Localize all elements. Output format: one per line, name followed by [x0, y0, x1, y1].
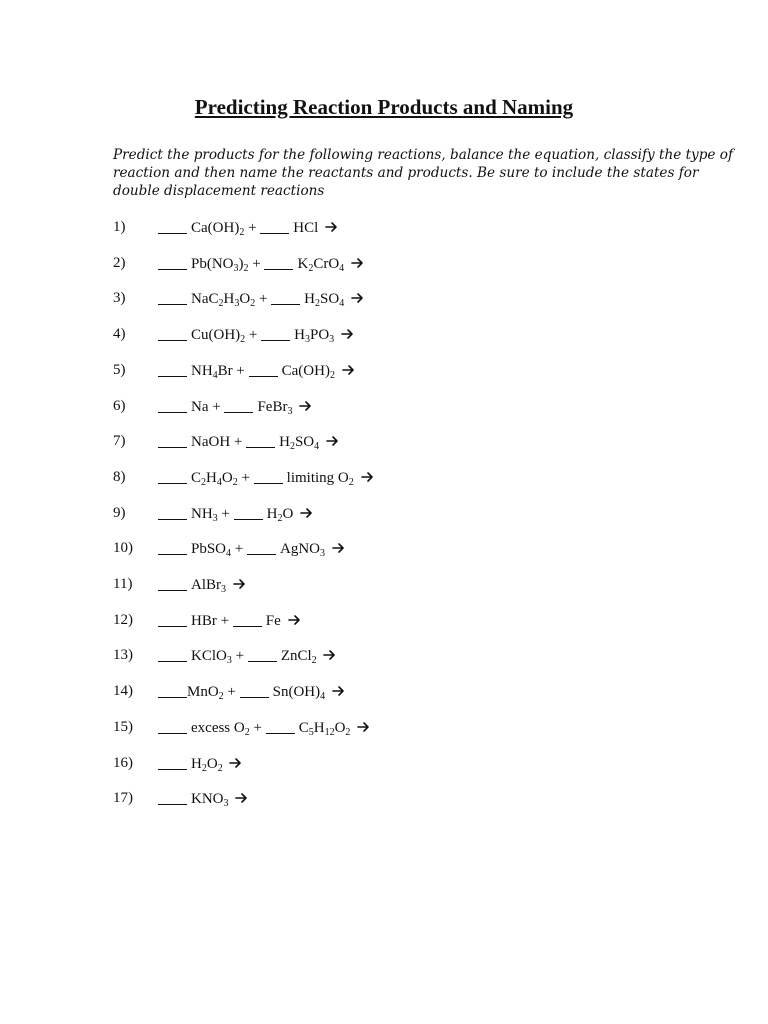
coefficient-blank[interactable]	[234, 505, 263, 520]
coefficient-blank[interactable]	[254, 469, 283, 484]
reaction-equation	[158, 574, 247, 595]
right-arrow-icon	[331, 684, 346, 698]
formula-text: H	[266, 505, 278, 522]
formula-text: ZnCl	[280, 648, 312, 665]
right-arrow-icon	[298, 399, 313, 413]
formula-text: SO	[320, 291, 340, 308]
coefficient-blank[interactable]	[158, 362, 187, 377]
reaction-equation	[158, 645, 337, 666]
coefficient-blank[interactable]	[240, 683, 269, 698]
right-arrow-icon	[340, 327, 355, 341]
subscript: 2	[311, 655, 317, 667]
subscript: 3	[223, 798, 229, 810]
subscript: 2	[232, 476, 238, 488]
formula-text: +	[255, 291, 272, 308]
coefficient-blank[interactable]	[264, 255, 293, 270]
subscript: 2	[289, 441, 295, 453]
coefficient-blank[interactable]	[158, 576, 187, 591]
coefficient-blank[interactable]	[158, 755, 187, 770]
item-number: 6)	[113, 397, 126, 414]
formula-text: MnO	[187, 684, 219, 701]
coefficient-blank[interactable]	[247, 540, 276, 555]
coefficient-blank[interactable]	[158, 647, 187, 662]
formula-text: H	[206, 469, 217, 486]
formula-text: H	[279, 434, 290, 451]
right-arrow-icon	[356, 720, 371, 734]
subscript: 2	[239, 227, 245, 238]
subscript: 2	[217, 762, 223, 774]
coefficient-blank[interactable]	[158, 326, 187, 341]
formula-text: PO	[309, 327, 330, 344]
coefficient-blank[interactable]	[158, 469, 187, 484]
reaction-equation	[158, 360, 356, 381]
subscript: 2	[244, 726, 250, 738]
item-number: 9)	[113, 504, 126, 521]
reaction-equation	[158, 681, 346, 702]
coefficient-blank[interactable]	[261, 326, 290, 341]
formula-text: KNO	[191, 791, 224, 808]
instructions	[113, 146, 734, 200]
subscript: 2	[243, 262, 249, 274]
item-number: 10)	[113, 540, 133, 557]
reaction-equation	[158, 431, 340, 452]
formula-text: NH	[191, 362, 213, 379]
page-title: Predicting Reaction Products and Naming	[194, 95, 574, 119]
formula-text: CrO	[313, 255, 340, 272]
formula-text: Pb(NO	[191, 255, 234, 272]
formula-text: excess O	[191, 719, 245, 736]
instructions-line: double displacement reactions	[113, 183, 325, 199]
subscript: 2	[315, 298, 320, 310]
formula-text: Ca(OH)	[281, 362, 330, 379]
coefficient-blank[interactable]	[224, 398, 253, 413]
subscript: 3	[287, 405, 293, 417]
formula-text: limiting O	[286, 469, 349, 486]
formula-text: FeBr	[257, 398, 288, 415]
subscript: 2	[277, 512, 283, 524]
item-number: 11)	[113, 576, 133, 592]
coefficient-blank[interactable]	[233, 612, 262, 627]
right-arrow-icon	[350, 291, 365, 305]
formula-text: O	[334, 719, 346, 736]
subscript: 2	[218, 298, 224, 310]
subscript: 3	[233, 262, 239, 274]
reaction-equation	[158, 288, 365, 309]
coefficient-blank[interactable]	[158, 683, 187, 698]
item-number: 8)	[113, 468, 126, 485]
reaction-equation	[158, 467, 375, 488]
coefficient-blank[interactable]	[260, 219, 289, 234]
formula-text: +	[248, 255, 265, 272]
formula-text: O	[206, 755, 218, 772]
subscript: 2	[201, 476, 207, 488]
formula-text: +	[217, 505, 234, 522]
formula-text: NaOH +	[191, 434, 247, 451]
coefficient-blank[interactable]	[158, 290, 187, 305]
reaction-equation	[158, 788, 249, 809]
item-number: 15)	[113, 718, 133, 735]
subscript: 4	[314, 441, 320, 453]
formula-text: O	[282, 505, 294, 522]
formula-text: PbSO	[191, 541, 227, 558]
subscript: 4	[339, 262, 345, 274]
subscript: 2	[240, 334, 246, 346]
formula-text: SO	[294, 434, 315, 451]
subscript: 3	[226, 655, 232, 667]
subscript: 5	[308, 726, 314, 738]
subscript: 2	[329, 369, 335, 381]
subscript: 3	[234, 298, 240, 310]
subscript: 4	[320, 691, 326, 703]
reaction-equation	[158, 610, 302, 631]
subscript: 2	[218, 691, 224, 703]
reaction-equation	[158, 396, 313, 417]
formula-text: NaC	[191, 291, 219, 308]
coefficient-blank[interactable]	[158, 612, 187, 627]
subscript: 12	[324, 726, 335, 738]
formula-text: +	[231, 541, 247, 558]
item-number: 7)	[113, 433, 126, 450]
subscript: 3	[320, 548, 325, 560]
formula-text: H	[223, 291, 235, 308]
reaction-equation	[158, 217, 339, 238]
formula-text: AgNO	[280, 541, 320, 558]
formula-text: H	[191, 755, 202, 772]
formula-text: +	[244, 220, 261, 236]
formula-text: C	[191, 469, 202, 486]
formula-text: +	[245, 327, 262, 344]
formula-text: HBr +	[191, 612, 233, 629]
right-arrow-icon	[350, 256, 365, 270]
formula-text: K	[297, 255, 309, 272]
subscript: 3	[329, 334, 335, 346]
formula-text: Ca(OH)	[191, 220, 240, 236]
reaction-equation	[158, 503, 314, 524]
item-number: 1)	[113, 219, 126, 235]
right-arrow-icon	[325, 434, 340, 448]
coefficient-blank[interactable]	[271, 290, 300, 305]
subscript: 2	[348, 476, 354, 488]
right-arrow-icon	[232, 577, 247, 591]
formula-text: +	[231, 648, 248, 665]
formula-text: Fe	[265, 612, 281, 629]
item-number: 16)	[113, 754, 133, 771]
formula-text: Br +	[217, 362, 249, 379]
formula-text: H	[304, 291, 315, 308]
item-number: 3)	[113, 290, 126, 307]
coefficient-blank[interactable]	[158, 255, 187, 270]
reaction-equation	[158, 324, 355, 345]
formula-text: Cu(OH)	[191, 327, 241, 344]
formula-text: )	[238, 255, 244, 272]
reaction-equation	[158, 717, 371, 738]
coefficient-blank[interactable]	[158, 433, 187, 448]
formula-text: C	[298, 719, 309, 736]
formula-text: KClO	[191, 648, 227, 665]
right-arrow-icon	[234, 791, 249, 805]
item-number: 17)	[113, 790, 133, 807]
right-arrow-icon	[287, 613, 302, 627]
subscript: 3	[212, 512, 218, 524]
formula-text: H	[294, 327, 305, 344]
coefficient-blank[interactable]	[249, 362, 278, 377]
instructions-line: Predict the products for the following reactions, balance the equation, classify the type of	[113, 147, 734, 163]
formula-text: NH	[191, 505, 213, 522]
coefficient-blank[interactable]	[246, 433, 275, 448]
reaction-equation	[158, 753, 243, 774]
coefficient-blank[interactable]	[158, 790, 187, 805]
subscript: 2	[308, 262, 314, 274]
formula-text: O	[239, 291, 251, 308]
formula-text: +	[249, 719, 266, 736]
instructions-line: reaction and then name the reactants and products. Be sure to include the states for	[113, 165, 699, 181]
coefficient-blank[interactable]	[158, 398, 187, 413]
formula-text: Sn(OH)	[272, 684, 321, 701]
item-number: 13)	[113, 647, 133, 664]
item-number: 4)	[113, 326, 126, 343]
formula-text: +	[237, 469, 254, 486]
reaction-equation	[158, 253, 365, 274]
subscript: 4	[339, 298, 345, 310]
coefficient-blank[interactable]	[158, 540, 187, 555]
subscript: 2	[201, 762, 207, 774]
coefficient-blank[interactable]	[248, 647, 277, 662]
item-number: 5)	[113, 361, 126, 378]
subscript: 2	[345, 726, 351, 738]
formula-text: HCl	[293, 220, 319, 236]
formula-text: +	[223, 684, 240, 701]
item-number: 2)	[113, 254, 126, 271]
coefficient-blank[interactable]	[266, 719, 295, 734]
right-arrow-icon	[341, 363, 356, 377]
right-arrow-icon	[228, 756, 243, 770]
reaction-equation	[158, 538, 346, 559]
coefficient-blank[interactable]	[158, 505, 187, 520]
right-arrow-icon	[324, 220, 339, 234]
formula-text: O	[221, 469, 233, 486]
subscript: 3	[221, 584, 226, 595]
right-arrow-icon	[360, 470, 375, 484]
subscript: 2	[250, 298, 256, 310]
subscript: 4	[216, 476, 222, 488]
formula-text: H	[313, 719, 325, 736]
subscript: 3	[304, 334, 310, 346]
right-arrow-icon	[299, 506, 314, 520]
right-arrow-icon	[322, 648, 337, 662]
item-number: 14)	[113, 683, 133, 700]
formula-text: Na +	[191, 398, 225, 415]
item-number: 12)	[113, 611, 133, 628]
subscript: 4	[212, 369, 218, 381]
formula-text: AlBr	[191, 577, 221, 593]
coefficient-blank[interactable]	[158, 719, 187, 734]
coefficient-blank[interactable]	[158, 219, 187, 234]
subscript: 4	[226, 548, 232, 560]
right-arrow-icon	[331, 541, 346, 555]
